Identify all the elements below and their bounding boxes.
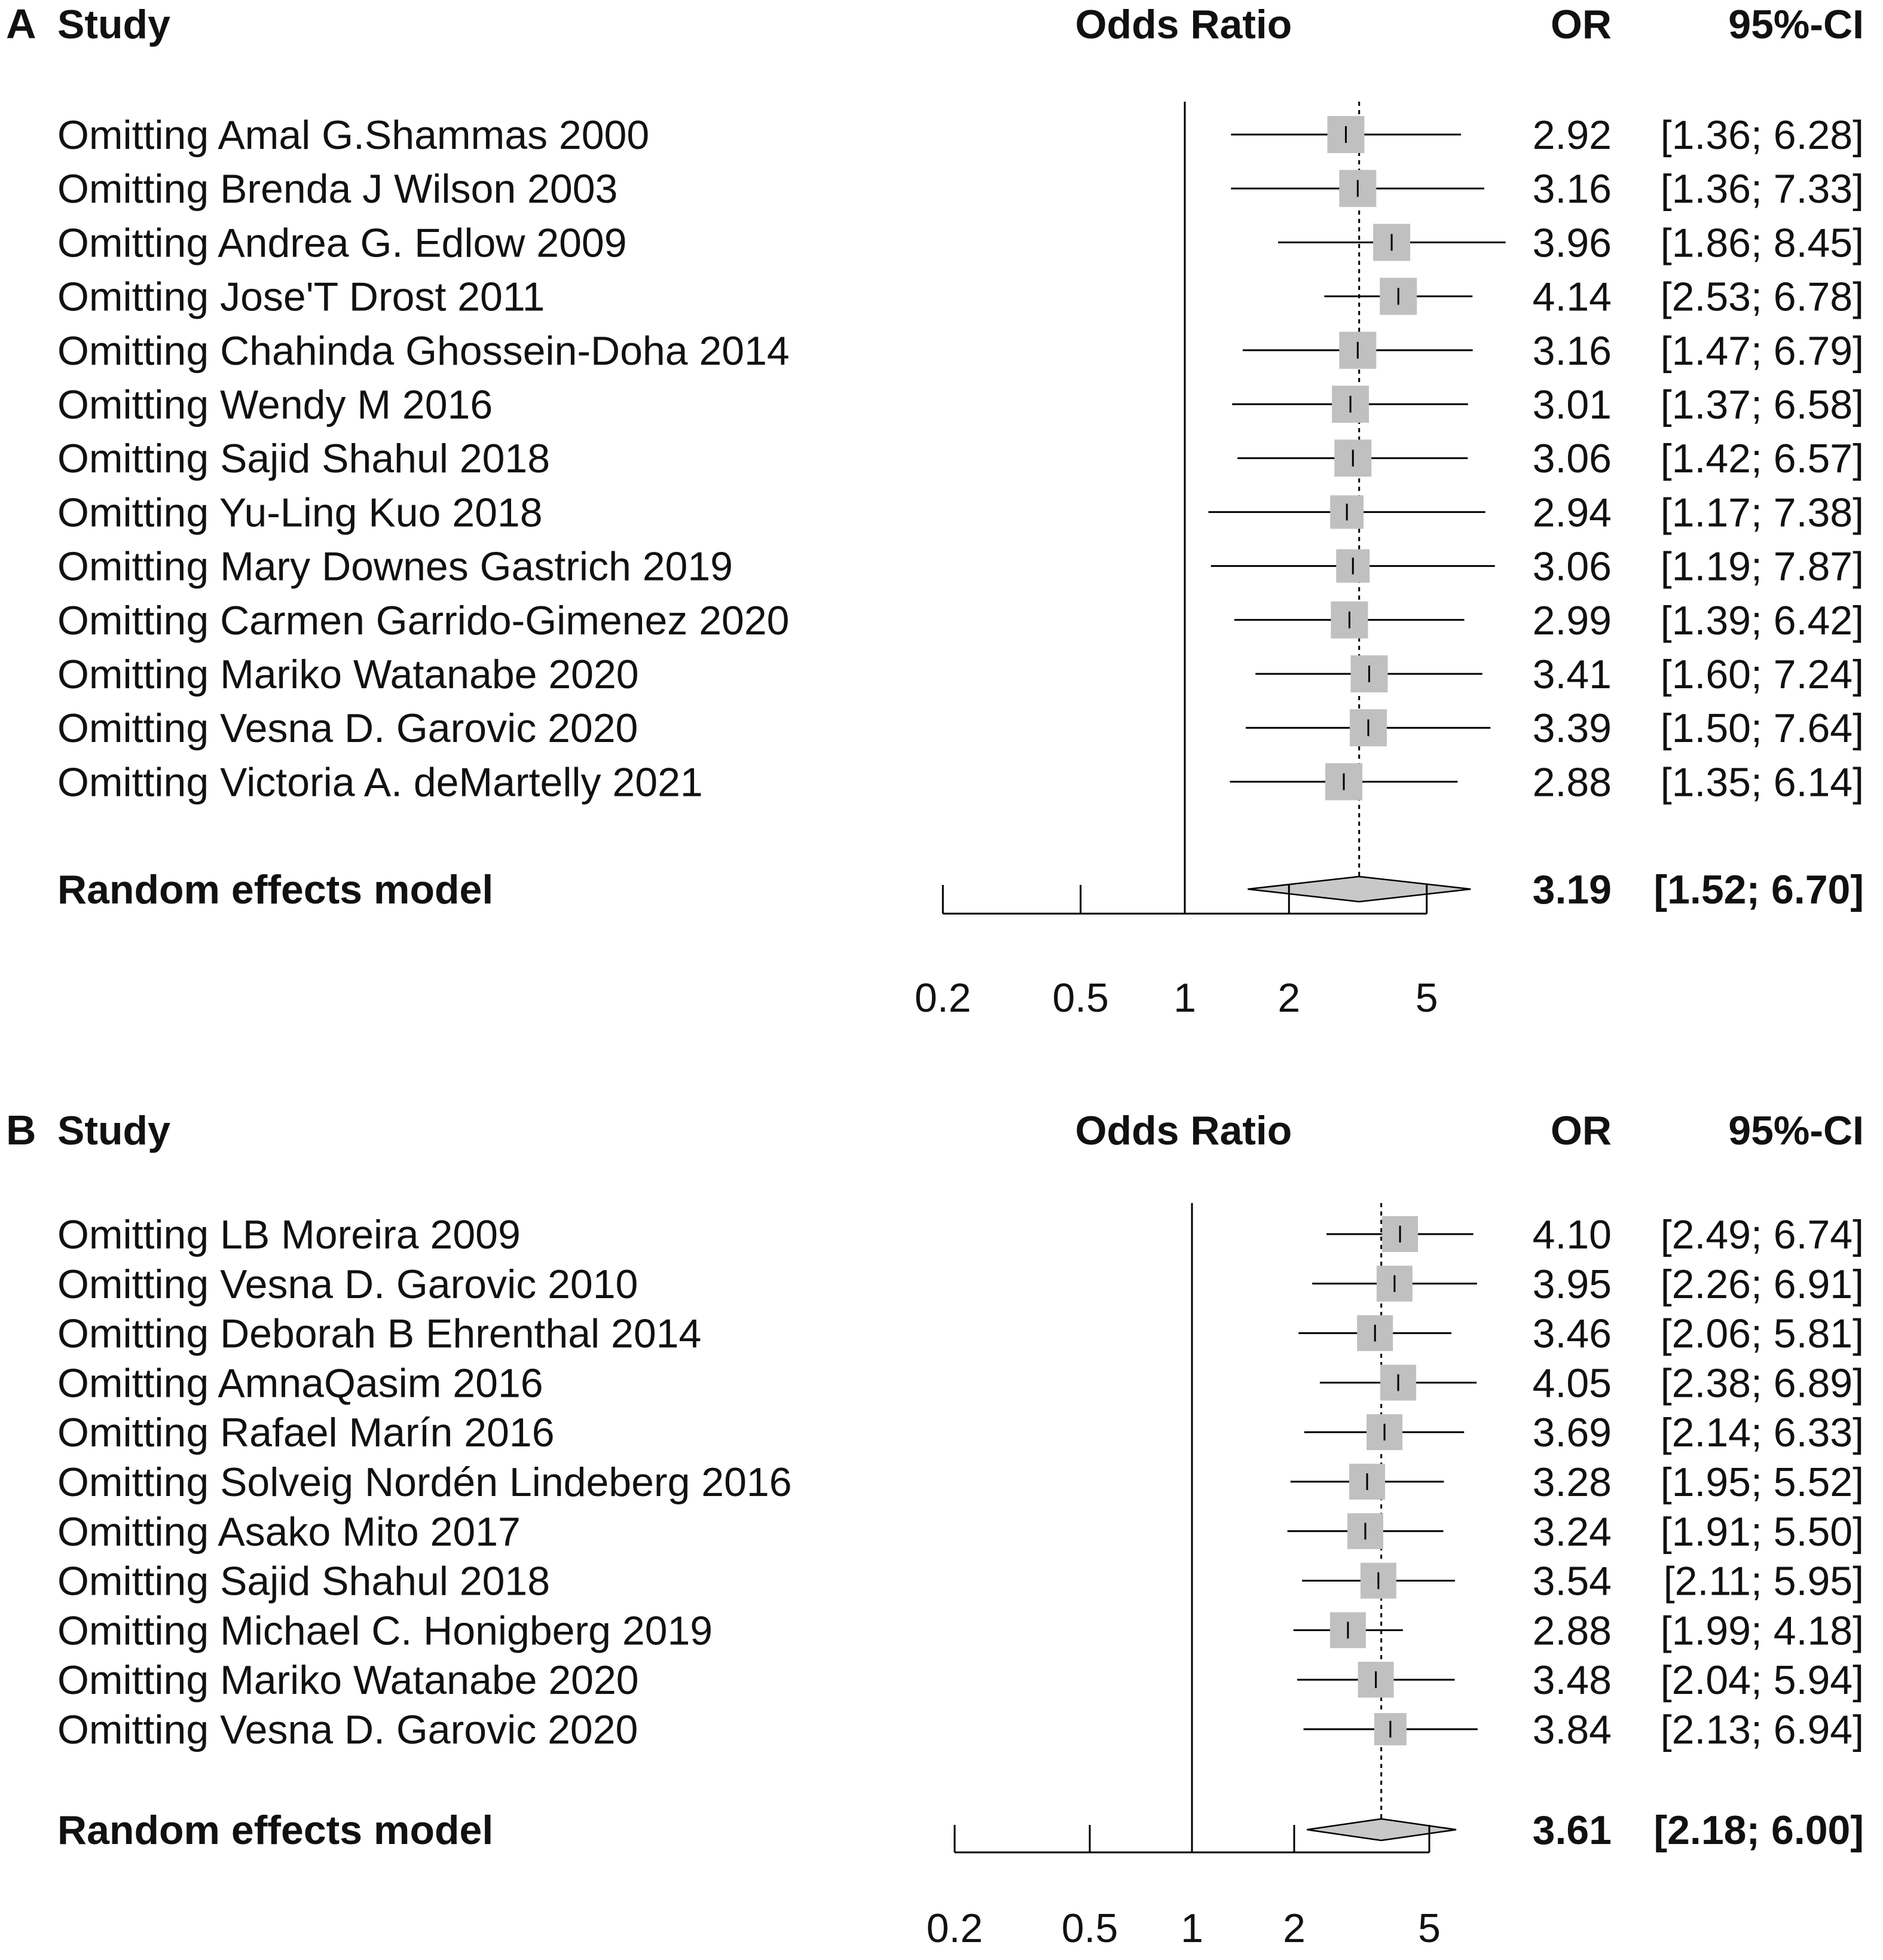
study-or-value: 2.88 [1532, 759, 1612, 805]
study-ci-value: [2.38; 6.89] [1660, 1360, 1864, 1406]
study-row [57, 166, 1864, 212]
study-label: Omitting Mary Downes Gastrich 2019 [57, 544, 733, 590]
study-row [57, 274, 1864, 320]
x-axis-tick-label: 2 [1277, 975, 1301, 1021]
study-row [57, 1262, 1864, 1307]
study-label: Omitting Amal G.Shammas 2000 [57, 112, 650, 158]
study-or-value: 3.41 [1532, 652, 1612, 697]
x-axis-tick-label: 5 [1418, 1906, 1441, 1951]
summary-ci-value: [2.18; 6.00] [1653, 1808, 1864, 1853]
study-ci-value: [1.39; 6.42] [1660, 597, 1864, 643]
study-or-value: 3.16 [1532, 166, 1612, 212]
study-or-value: 3.95 [1532, 1261, 1612, 1307]
summary-row [57, 867, 1864, 912]
study-label: Omitting Rafael Marín 2016 [57, 1410, 555, 1456]
study-ci-value: [1.36; 7.33] [1660, 166, 1864, 212]
x-axis-tick-label: 0.2 [926, 1906, 983, 1951]
study-row [57, 1410, 1864, 1455]
study-label: Omitting Wendy M 2016 [57, 382, 493, 428]
study-or-value: 4.14 [1532, 274, 1612, 320]
forest-panel-b [6, 1107, 1864, 1951]
study-row [57, 706, 1864, 751]
study-ci-value: [2.06; 5.81] [1660, 1311, 1864, 1357]
study-ci-value: [1.86; 8.45] [1660, 220, 1864, 266]
study-or-value: 4.10 [1532, 1212, 1612, 1257]
summary-diamond [1248, 877, 1471, 902]
study-label: Omitting AmnaQasim 2016 [57, 1360, 543, 1406]
x-axis-tick-label: 0.2 [915, 975, 971, 1021]
study-ci-value: [2.13; 6.94] [1660, 1707, 1864, 1753]
study-label: Omitting Deborah B Ehrenthal 2014 [57, 1311, 702, 1357]
study-label: Omitting Yu-Ling Kuo 2018 [57, 490, 543, 536]
study-label: Omitting Michael C. Honigberg 2019 [57, 1608, 713, 1654]
summary-label: Random effects model [57, 1808, 494, 1853]
study-ci-value: [1.36; 6.28] [1660, 112, 1864, 158]
study-ci-value: [2.49; 6.74] [1660, 1212, 1864, 1257]
study-row [57, 220, 1864, 265]
study-row [57, 1657, 1864, 1703]
study-or-value: 3.46 [1532, 1311, 1612, 1357]
x-axis-tick-label: 0.5 [1052, 975, 1109, 1021]
study-ci-value: [2.53; 6.78] [1660, 274, 1864, 320]
study-label: Omitting Solveig Nordén Lindeberg 2016 [57, 1460, 792, 1505]
summary-or-value: 3.61 [1532, 1808, 1612, 1853]
study-label: Omitting Andrea G. Edlow 2009 [57, 220, 627, 266]
panel-label: A [6, 1, 36, 47]
summary-row [57, 1808, 1864, 1853]
study-label: Omitting Victoria A. deMartelly 2021 [57, 759, 703, 805]
x-axis [927, 1825, 1441, 1951]
study-label: Omitting Chahinda Ghossein-Doha 2014 [57, 328, 790, 374]
study-or-value: 2.99 [1532, 597, 1612, 643]
study-label: Omitting Vesna D. Garovic 2020 [57, 1707, 638, 1753]
study-row [57, 1360, 1864, 1406]
study-row [57, 328, 1864, 374]
study-or-value: 3.54 [1532, 1558, 1612, 1604]
study-row [57, 1559, 1864, 1604]
study-ci-value: [2.14; 6.33] [1660, 1410, 1864, 1456]
header-ci: 95%-CI [1728, 1108, 1864, 1153]
study-ci-value: [2.26; 6.91] [1660, 1261, 1864, 1307]
study-label: Omitting Asako Mito 2017 [57, 1509, 521, 1555]
study-ci-value: [1.91; 5.50] [1660, 1509, 1864, 1555]
study-row [57, 1460, 1864, 1505]
header-or: OR [1551, 2, 1612, 47]
x-axis-tick-label: 1 [1181, 1906, 1203, 1951]
study-label: Omitting Brenda J Wilson 2003 [57, 166, 618, 212]
study-row [57, 112, 1864, 158]
x-axis-tick-label: 1 [1173, 975, 1196, 1021]
x-axis-tick-label: 2 [1283, 1906, 1306, 1951]
study-row [57, 544, 1864, 590]
study-ci-value: [1.37; 6.58] [1660, 382, 1864, 428]
study-row [57, 1707, 1864, 1753]
study-ci-value: [1.19; 7.87] [1660, 544, 1864, 590]
study-row [57, 1608, 1864, 1653]
forest-panel-a [6, 1, 1864, 1021]
header-odds-ratio: Odds Ratio [1075, 2, 1292, 47]
study-ci-value: [1.47; 6.79] [1660, 328, 1864, 374]
study-label: Omitting Jose'T Drost 2011 [57, 274, 545, 320]
study-label: Omitting Carmen Garrido-Gimenez 2020 [57, 597, 790, 643]
study-row [57, 759, 1864, 805]
study-or-value: 3.01 [1532, 382, 1612, 428]
study-row [57, 490, 1864, 535]
summary-ci-value: [1.52; 6.70] [1653, 867, 1864, 912]
study-ci-value: [2.11; 5.95] [1663, 1558, 1864, 1604]
study-or-value: 3.06 [1532, 436, 1612, 482]
study-row [57, 1509, 1864, 1555]
header-or: OR [1551, 1108, 1612, 1153]
study-ci-value: [1.60; 7.24] [1660, 652, 1864, 697]
study-label: Omitting Sajid Shahul 2018 [57, 436, 551, 482]
study-row [57, 1311, 1864, 1357]
header-study: Study [57, 1108, 170, 1153]
study-or-value: 3.48 [1532, 1657, 1612, 1703]
header-odds-ratio: Odds Ratio [1075, 1108, 1292, 1153]
panel-label: B [6, 1107, 36, 1153]
study-or-value: 2.92 [1532, 112, 1612, 158]
study-ci-value: [1.95; 5.52] [1660, 1460, 1864, 1505]
study-or-value: 3.06 [1532, 544, 1612, 590]
study-or-value: 3.96 [1532, 220, 1612, 266]
study-or-value: 2.88 [1532, 1608, 1612, 1654]
x-axis-tick-label: 0.5 [1061, 1906, 1118, 1951]
study-label: Omitting Mariko Watanabe 2020 [57, 1657, 639, 1703]
study-or-value: 2.94 [1532, 490, 1612, 536]
study-label: Omitting Sajid Shahul 2018 [57, 1558, 551, 1604]
summary-label: Random effects model [57, 867, 494, 912]
study-row [57, 598, 1864, 643]
study-row [57, 652, 1864, 697]
summary-diamond [1307, 1819, 1456, 1840]
summary-or-value: 3.19 [1532, 867, 1612, 912]
study-ci-value: [2.04; 5.94] [1660, 1657, 1864, 1703]
study-label: Omitting Vesna D. Garovic 2020 [57, 706, 638, 752]
study-label: Omitting Mariko Watanabe 2020 [57, 652, 639, 697]
study-row [57, 436, 1864, 481]
study-row [57, 382, 1864, 428]
study-or-value: 3.39 [1532, 706, 1612, 752]
study-label: Omitting Vesna D. Garovic 2010 [57, 1261, 638, 1307]
x-axis-tick-label: 5 [1415, 975, 1438, 1021]
study-ci-value: [1.50; 7.64] [1660, 706, 1864, 752]
study-or-value: 3.84 [1532, 1707, 1612, 1753]
study-ci-value: [1.42; 6.57] [1660, 436, 1864, 482]
study-or-value: 3.24 [1532, 1509, 1612, 1555]
study-row [57, 1212, 1864, 1257]
study-or-value: 3.16 [1532, 328, 1612, 374]
x-axis [915, 885, 1438, 1021]
study-ci-value: [1.35; 6.14] [1660, 759, 1864, 805]
study-label: Omitting LB Moreira 2009 [57, 1212, 521, 1257]
study-or-value: 3.69 [1532, 1410, 1612, 1456]
study-or-value: 4.05 [1532, 1360, 1612, 1406]
study-or-value: 3.28 [1532, 1460, 1612, 1505]
header-ci: 95%-CI [1728, 2, 1864, 47]
study-ci-value: [1.99; 4.18] [1660, 1608, 1864, 1654]
study-ci-value: [1.17; 7.38] [1660, 490, 1864, 536]
header-study: Study [57, 2, 170, 47]
